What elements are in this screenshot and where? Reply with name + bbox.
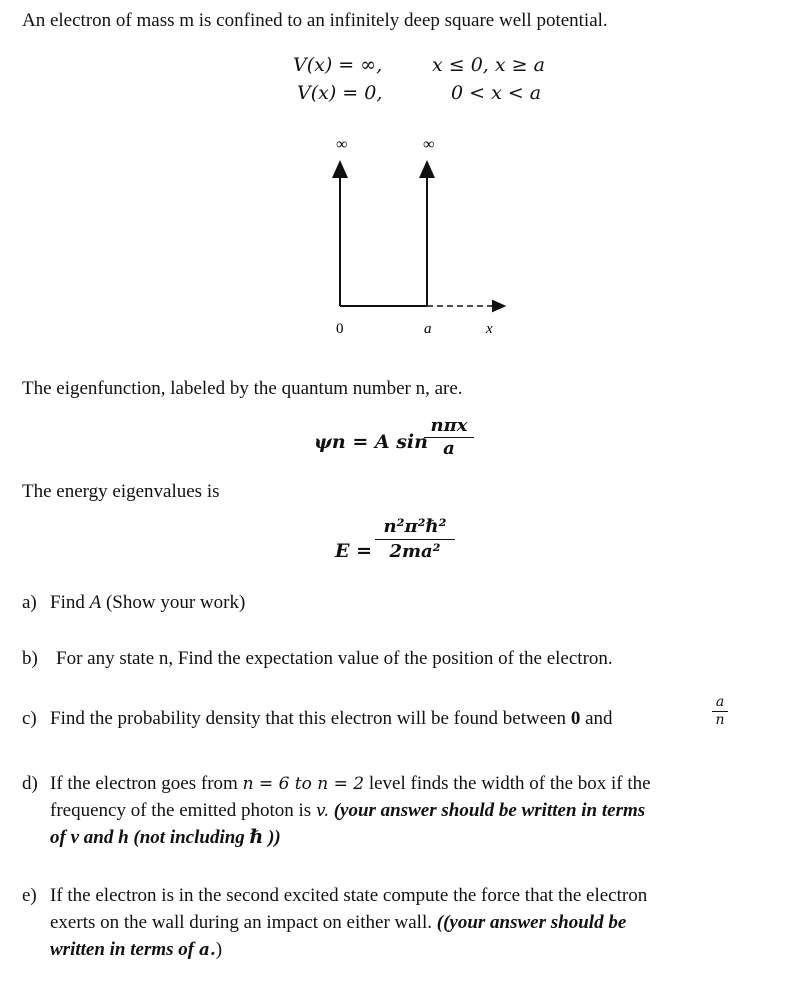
x-axis-label: x	[486, 321, 493, 337]
question-e-instruction: ((your answer should be	[436, 912, 627, 933]
question-e-line1: If the electron is in the second excited state compute the force that the electron	[50, 885, 648, 906]
question-c-text: Find the probability density that this electron will be found between	[50, 708, 571, 729]
potential-line2-condition: 0 < x < a	[451, 82, 542, 104]
eigenfunction-denominator: a	[443, 438, 455, 459]
origin-zero-label: 0	[336, 321, 344, 337]
energy-fraction	[375, 515, 455, 564]
eigenfunction-fraction	[424, 415, 474, 460]
right-infinity-label: ∞	[423, 136, 435, 153]
question-b-text: For any state n, Find the expectation value of the position of the electron.	[56, 648, 613, 669]
question-c-numerator: a	[715, 694, 725, 710]
left-infinity-label: ∞	[336, 136, 348, 153]
eigenfunction-lhs: ψn = A sin	[314, 431, 428, 453]
question-d-level-transition: n = 6 to n = 2	[242, 774, 365, 794]
question-e-line2: exerts on the wall during an impact on either wall.	[50, 912, 437, 933]
question-d-instruction: (your answer should be written in terms	[328, 800, 646, 821]
question-c-denominator: n	[715, 712, 725, 728]
energy-denominator: 2ma²	[389, 541, 441, 562]
question-d-label: d)	[22, 773, 38, 794]
question-d-line1: If the electron goes from	[50, 773, 243, 794]
question-a-variable: A	[89, 592, 102, 613]
potential-line1-lhs: V(x) = ∞,	[293, 54, 383, 76]
question-c-label: c)	[22, 708, 37, 729]
square-well-diagram	[0, 0, 800, 360]
question-c-zero: 0	[570, 708, 581, 729]
eigenfunction-text: The eigenfunction, labeled by the quantum number n, are.	[22, 378, 463, 399]
intro-text: An electron of mass m is confined to an infinitely deep square well potential.	[22, 10, 608, 31]
question-a-label: a)	[22, 592, 37, 613]
question-d-instruction-end: of v and h (not including ℏ ))	[50, 827, 281, 848]
potential-line1-condition: x ≤ 0, x ≥ a	[432, 54, 545, 76]
width-a-label: a	[424, 321, 432, 337]
energy-numerator: n²π²ℏ²	[383, 516, 447, 537]
question-d-line1-end: level finds the width of the box if the	[364, 773, 651, 794]
energy-text: The energy eigenvalues is	[22, 481, 220, 502]
potential-line2-lhs: V(x) = 0,	[297, 82, 383, 104]
question-c-and: and	[580, 708, 613, 729]
question-e-label: e)	[22, 885, 37, 906]
question-a-text-end: (Show your work)	[101, 592, 246, 613]
question-d-line2: frequency of the emitted photon is	[50, 800, 316, 821]
energy-lhs: E =	[335, 540, 373, 562]
question-e-variable: a.	[198, 940, 216, 960]
eigenfunction-numerator: nπx	[430, 415, 468, 436]
question-e-instruction-end: written in terms of	[50, 939, 199, 960]
question-b-label: b)	[22, 648, 38, 669]
question-e-paren: )	[215, 939, 223, 960]
question-a-text: Find	[50, 592, 90, 613]
question-c-fraction	[712, 694, 728, 729]
question-d-frequency: v.	[315, 801, 329, 821]
